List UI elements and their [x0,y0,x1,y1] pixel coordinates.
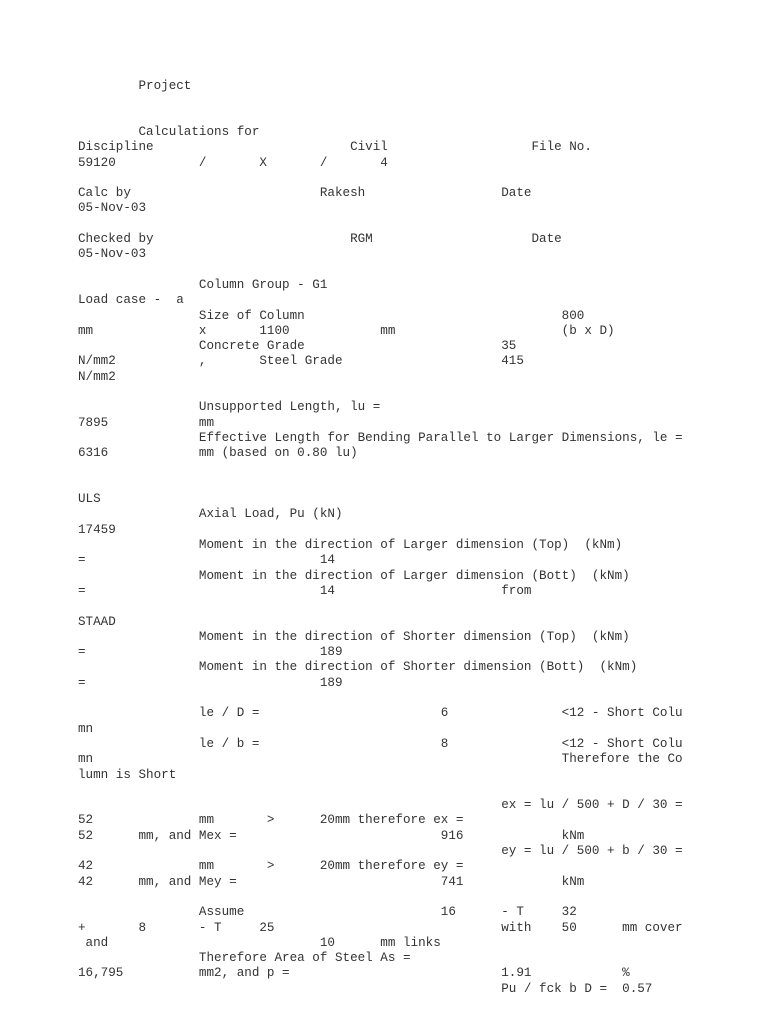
document-line: Axial Load, Pu (kN) [78,507,343,522]
document-line: 16,795 mm2, and p = 1.91 % [78,966,630,981]
document-line: 52 mm > 20mm therefore ex = [78,813,464,828]
document-line: lumn is Short [78,767,177,782]
document-line: Concrete Grade 35 [78,339,517,354]
document-line: ex = lu / 500 + D / 30 = [78,798,683,813]
document-line: STAAD [78,614,116,629]
document-line: ULS [78,492,101,507]
document-line: mm x 1100 mm (b x D) [78,323,615,338]
document-line: Moment in the direction of Larger dimension (Top) (kNm) [78,538,623,552]
document-line: N/mm2 [78,369,116,384]
document-line: mn Therefore the Co [78,752,683,767]
document-line: Checked by RGM Date [78,232,562,246]
document-line: 59120 / X / 4 [78,155,388,170]
document-line: Calculations for [78,124,260,139]
document-line: 42 mm, and Mey = 741 kNm [78,874,585,889]
document-line: Moment in the direction of Shorter dimension (Bott) (kNm) [78,660,638,675]
document-line: = 14 from [78,583,532,598]
document-line: le / b = 8 <12 - Short Colu [78,736,683,751]
document-line: 7895 mm [78,415,215,430]
document-line: Assume 16 - T 32 [78,905,577,920]
document-line: 17459 [78,522,116,537]
document-line: = 189 [78,645,343,660]
document-line: N/mm2 , Steel Grade 415 [78,354,524,369]
document-line: Unsupported Length, lu = [78,400,381,415]
document-line: 6316 mm (based on 0.80 lu) [78,446,358,461]
document-line: Therefore Area of Steel As = [78,951,411,966]
document-line: Load case - a [78,293,184,308]
document-line: mn [78,721,94,736]
document-line: + 8 - T 25 with 50 mm cover [78,920,683,935]
document-line: = 14 [78,553,335,568]
document-line: Effective Length for Bending Parallel to Larger Dimensions, le = [78,430,683,445]
document-line: Size of Column 800 [78,308,585,323]
document-line: 42 mm > 20mm therefore ey = [78,859,464,874]
document-line: Column Group - G1 [78,277,328,292]
document-line: = 189 [78,675,343,690]
document-line: 05-Nov-03 [78,201,147,216]
document-line: le / D = 6 <12 - Short Colu [78,706,683,721]
document-line: Calc by Rakesh Date [78,186,532,201]
document-line: 05-Nov-03 [78,247,147,262]
document-line: Project [78,79,192,93]
document-line: and 10 mm links [78,935,441,950]
document-line: ey = lu / 500 + b / 30 = [78,844,683,858]
document-line: Pu / fck b D = 0.57 [78,981,653,996]
document-line: Discipline Civil File No. [78,140,592,155]
document-line: 52 mm, and Mex = 916 kNm [78,828,585,843]
document-line: Moment in the direction of Larger dimension (Bott) (kNm) [78,568,630,583]
document-line: Moment in the direction of Shorter dimension (Top) (kNm) [78,629,630,644]
